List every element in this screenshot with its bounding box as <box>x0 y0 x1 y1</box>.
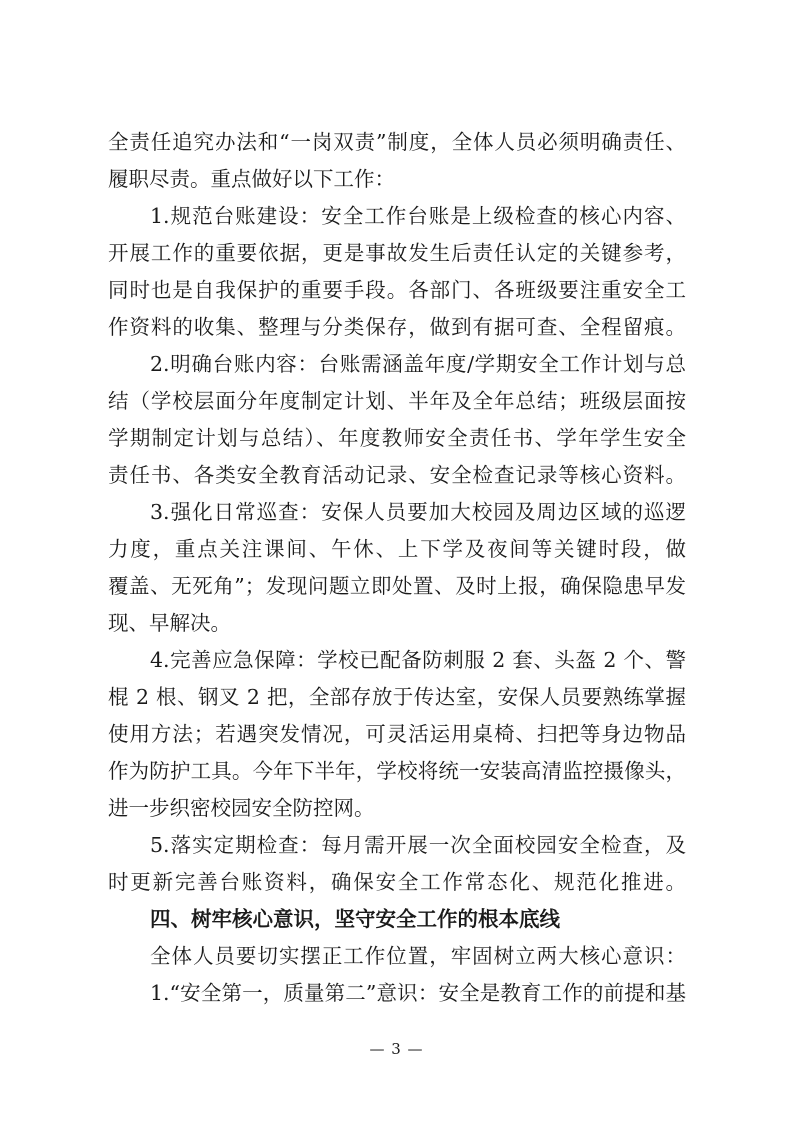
text-line: 5.落实定期检查：每月需开展一次全面校园安全检查，及 <box>150 833 686 857</box>
paragraph-core-awareness-intro <box>108 938 686 975</box>
paragraph-continuation <box>108 124 686 198</box>
text-line: 1.“安全第一，质量第二”意识：安全是教育工作的前提和基 <box>150 981 686 1005</box>
text-line: 结（学校层面分年度制定计划、半年及全年总结；班级层面按 <box>108 389 686 413</box>
paragraph-emergency-support <box>108 642 686 827</box>
text-line: 使用方法；若遇突发情况，可灵活运用桌椅、扫把等身边物品 <box>108 722 686 746</box>
text-line: 1.规范台账建设：安全工作台账是上级检查的核心内容、 <box>150 204 686 228</box>
paragraph-ledger-content <box>108 346 686 494</box>
text-line: 棍 2 根、钢叉 2 把，全部存放于传达室，安保人员要熟练掌握 <box>108 685 686 709</box>
text-line: 4.完善应急保障：学校已配备防刺服 2 套、头盔 2 个、警 <box>150 648 686 672</box>
text-line: 2.明确台账内容：台账需涵盖年度/学期安全工作计划与总 <box>150 352 686 376</box>
text-line: 全责任追究办法和“一岗双责”制度，全体人员必须明确责任、 <box>108 130 686 154</box>
text-line: 开展工作的重要依据，更是事故发生后责任认定的关键参考， <box>108 241 686 265</box>
body-text <box>108 124 686 1012</box>
text-line: 现、早解决。 <box>108 611 231 635</box>
page-number: — 3 — <box>369 1040 424 1058</box>
text-line: 3.强化日常巡查：安保人员要加大校园及周边区域的巡逻 <box>150 500 686 524</box>
text-line: 覆盖、无死角”；发现问题立即处置、及时上报，确保隐患早发 <box>108 574 686 598</box>
paragraph-ledger-building <box>108 198 686 346</box>
text-line: 时更新完善台账资料，确保安全工作常态化、规范化推进。 <box>108 870 686 894</box>
text-line: 履职尽责。重点做好以下工作： <box>108 167 395 191</box>
text-line: 同时也是自我保护的重要手段。各部门、各班级要注重安全工 <box>108 278 686 302</box>
paragraph-safety-first <box>108 975 686 1012</box>
text-line: 进一步织密校园安全防控网。 <box>108 796 375 820</box>
text-line: 作为防护工具。今年下半年，学校将统一安装高清监控摄像头， <box>108 759 686 783</box>
text-line: 学期制定计划与总结）、年度教师安全责任书、学年学生安全 <box>108 426 686 450</box>
text-line: 作资料的收集、整理与分类保存，做到有据可查、全程留痕。 <box>108 315 686 339</box>
section-heading: 四、树牢核心意识，坚守安全工作的根本底线 <box>150 907 560 931</box>
text-line: 责任书、各类安全教育活动记录、安全检查记录等核心资料。 <box>108 463 686 487</box>
paragraph-daily-patrol <box>108 494 686 642</box>
paragraph-regular-inspection <box>108 827 686 901</box>
text-line: 力度，重点关注课间、午休、上下学及夜间等关键时段，做 <box>108 537 686 561</box>
text-line: 全体人员要切实摆正工作位置，牢固树立两大核心意识： <box>150 944 686 968</box>
